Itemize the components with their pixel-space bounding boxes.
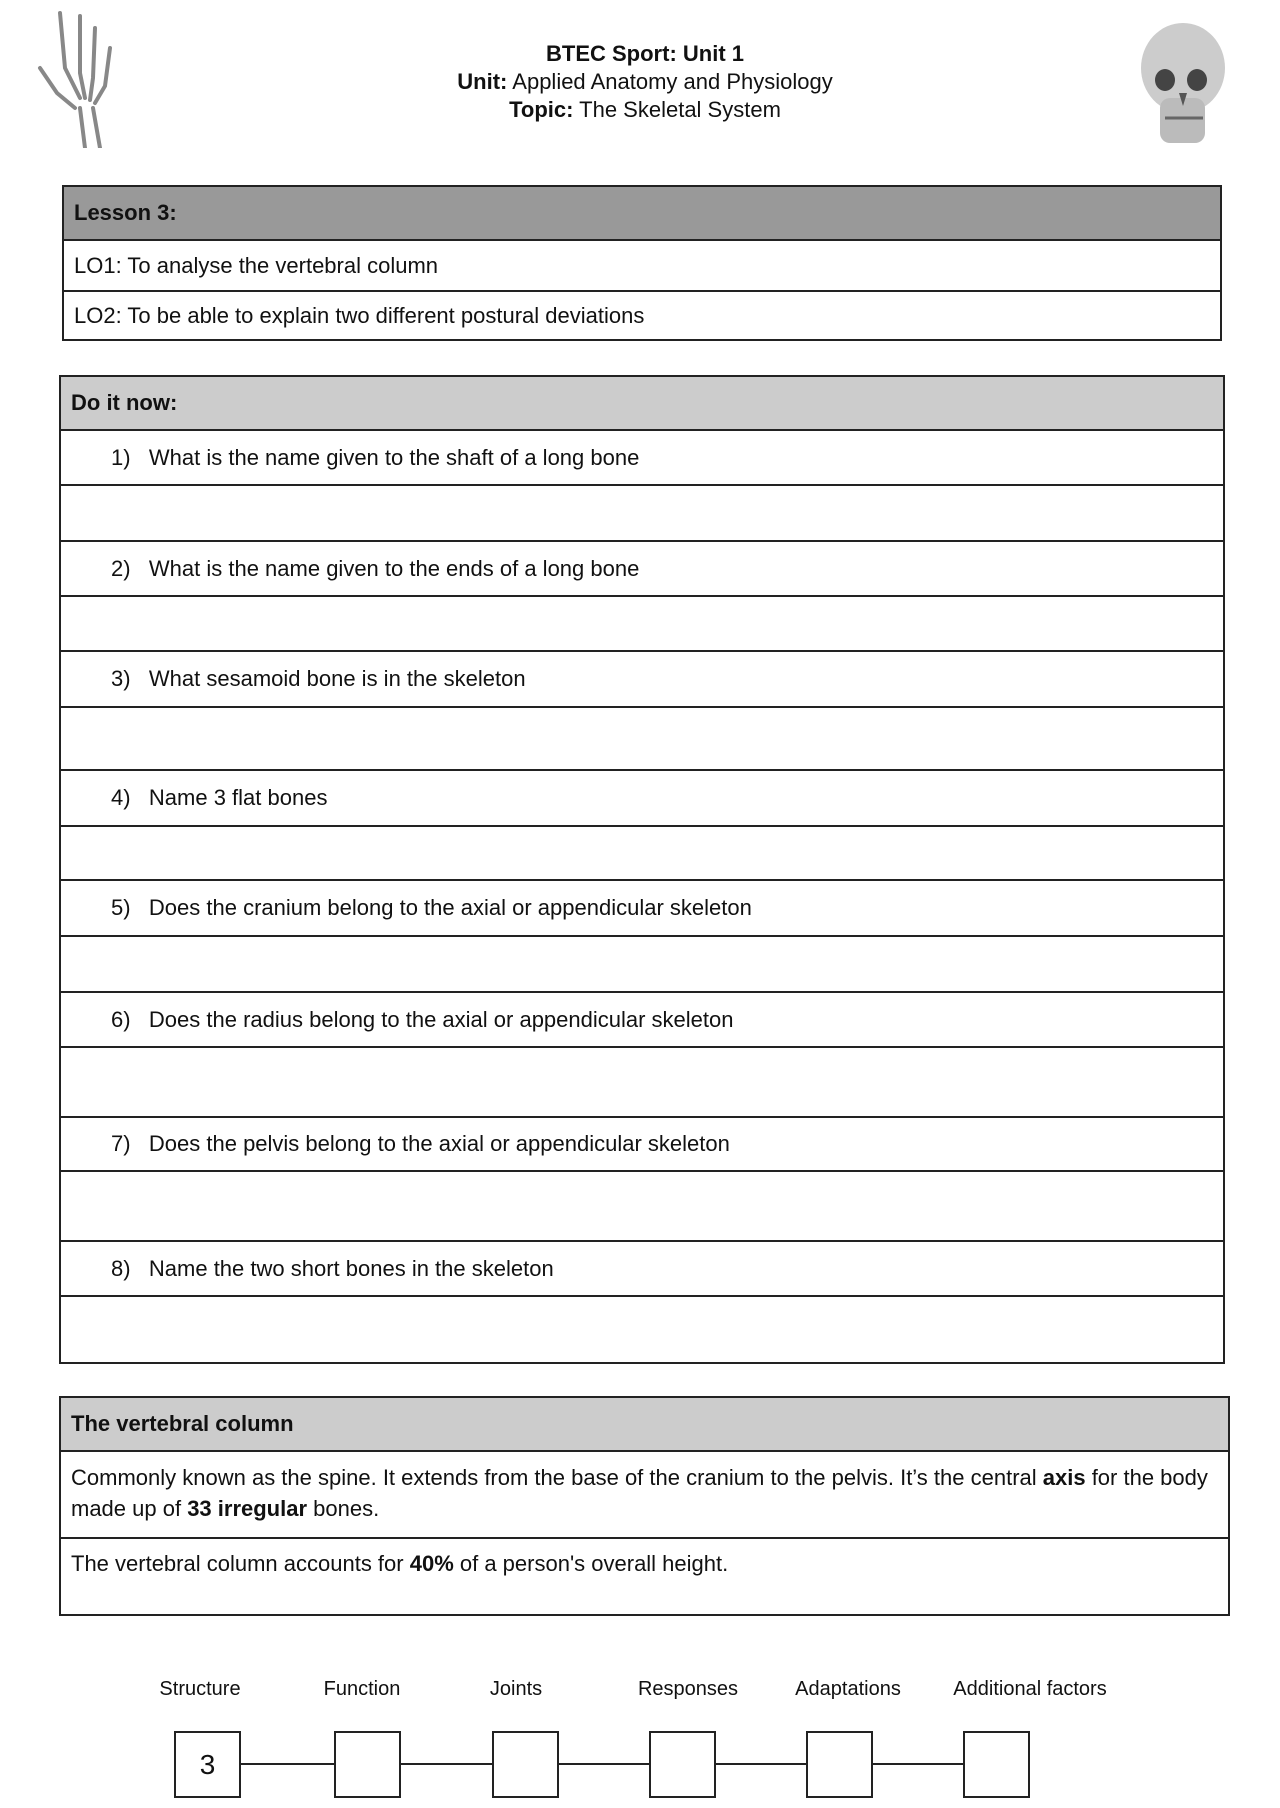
flow-connector bbox=[240, 1763, 334, 1765]
skull-image bbox=[1135, 18, 1230, 153]
flow-box-additional-factors bbox=[963, 1731, 1030, 1798]
vertebral-title: The vertebral column bbox=[61, 1398, 1228, 1450]
text: for the body made up of bbox=[71, 1465, 1208, 1521]
answer-field-8[interactable] bbox=[61, 1295, 1223, 1361]
answer-field-7[interactable] bbox=[61, 1170, 1223, 1240]
text-bold: axis bbox=[1042, 1465, 1086, 1490]
text-bold: 40% bbox=[409, 1551, 454, 1576]
question-2: 2) What is the name given to the ends of a long bone bbox=[61, 540, 1223, 595]
flow-label-structure: Structure bbox=[159, 1678, 241, 1700]
lesson-table bbox=[62, 185, 1222, 341]
skeletal-hand-image bbox=[35, 8, 130, 148]
question-1: 1) What is the name given to the shaft of a long bone bbox=[61, 429, 1223, 484]
objective-1: LO1: To analyse the vertebral column bbox=[64, 239, 1220, 290]
vertebral-height-fact bbox=[61, 1537, 1228, 1614]
worksheet-header bbox=[340, 40, 950, 124]
lesson-title: Lesson 3: bbox=[64, 187, 1220, 239]
answer-field-4[interactable] bbox=[61, 825, 1223, 879]
objective-2: LO2: To be able to explain two different postural deviations bbox=[64, 290, 1220, 339]
flow-connector bbox=[715, 1763, 806, 1765]
flow-connector bbox=[558, 1763, 649, 1765]
question-4: 4) Name 3 flat bones bbox=[61, 769, 1223, 825]
question-6: 6) Does the radius belong to the axial or appendicular skeleton bbox=[61, 991, 1223, 1046]
question-7: 7) Does the pelvis belong to the axial or appendicular skeleton bbox=[61, 1116, 1223, 1170]
answer-field-1[interactable] bbox=[61, 484, 1223, 540]
answer-field-3[interactable] bbox=[61, 706, 1223, 769]
flow-label-adaptations: Adaptations bbox=[795, 1678, 901, 1700]
text-bold: 33 irregular bbox=[187, 1496, 308, 1521]
vertebral-column-table bbox=[59, 1396, 1230, 1616]
question-5: 5) Does the cranium belong to the axial or appendicular skeleton bbox=[61, 879, 1223, 935]
answer-field-6[interactable] bbox=[61, 1046, 1223, 1116]
flow-box-structure: 3 bbox=[174, 1731, 241, 1798]
flow-label-responses: Responses bbox=[637, 1678, 739, 1700]
unit-label: Unit: bbox=[457, 69, 508, 94]
text: The vertebral column accounts for bbox=[71, 1551, 410, 1576]
flow-connector bbox=[872, 1763, 963, 1765]
text: Commonly known as the spine. It extends from the base of the cranium to the pelvis. It’s the central bbox=[71, 1465, 1043, 1490]
question-3: 3) What sesamoid bone is in the skeleton bbox=[61, 650, 1223, 706]
flow-box-joints bbox=[492, 1731, 559, 1798]
do-it-now-table bbox=[59, 375, 1225, 1364]
text: of a person's overall height. bbox=[453, 1551, 729, 1576]
flow-label-joints: Joints bbox=[489, 1678, 543, 1700]
topic-name: The Skeletal System bbox=[579, 97, 781, 122]
question-8: 8) Name the two short bones in the skeleton bbox=[61, 1240, 1223, 1295]
flow-box-function bbox=[334, 1731, 401, 1798]
unit-name: Applied Anatomy and Physiology bbox=[512, 69, 833, 94]
vertebral-description bbox=[61, 1450, 1228, 1537]
course-title: BTEC Sport: Unit 1 bbox=[546, 41, 744, 66]
flow-box-adaptations bbox=[806, 1731, 873, 1798]
do-it-now-title: Do it now: bbox=[61, 377, 1223, 429]
answer-field-5[interactable] bbox=[61, 935, 1223, 991]
topic-label: Topic: bbox=[509, 97, 574, 122]
flow-connector bbox=[400, 1763, 492, 1765]
flow-box-responses bbox=[649, 1731, 716, 1798]
text: bones. bbox=[307, 1496, 380, 1521]
flow-label-additional-factors: Additional factors bbox=[953, 1678, 1107, 1700]
flow-label-function: Function bbox=[323, 1678, 401, 1700]
answer-field-2[interactable] bbox=[61, 595, 1223, 650]
